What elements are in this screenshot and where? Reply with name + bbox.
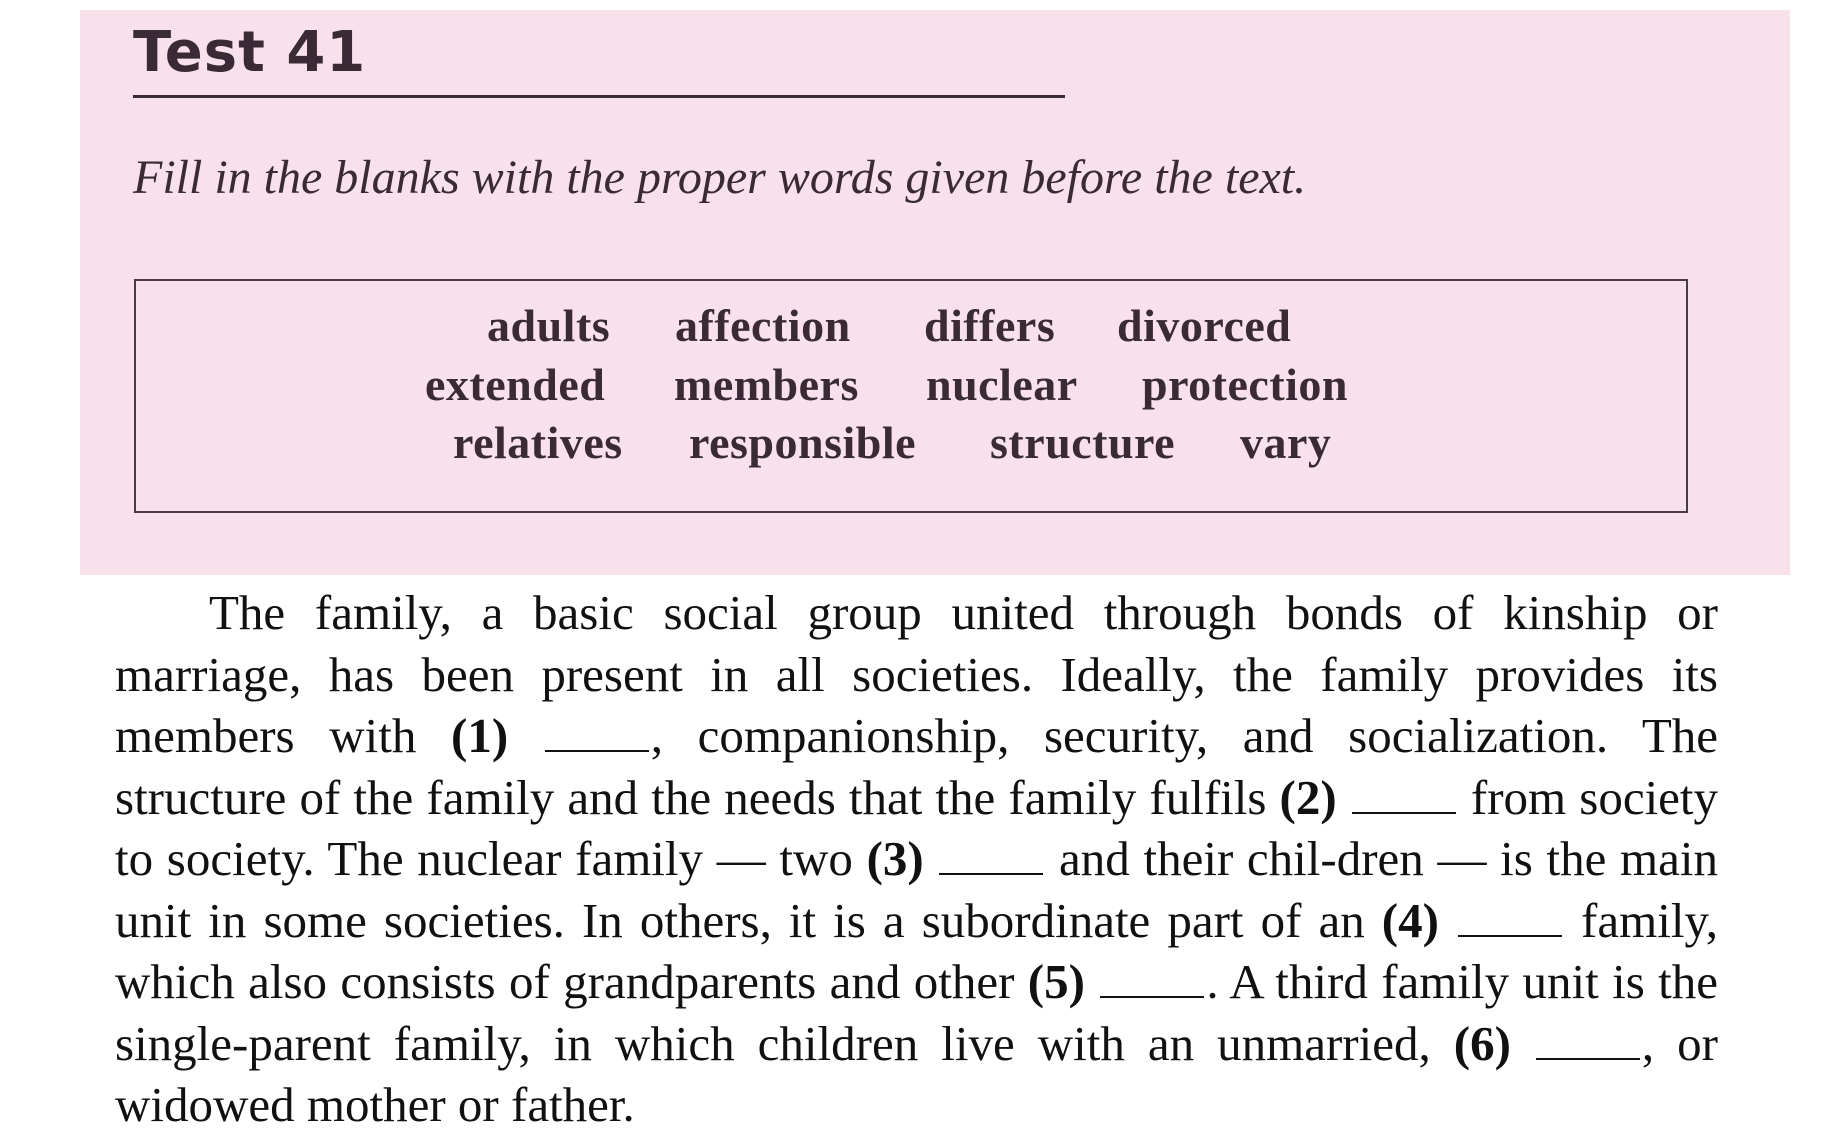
- passage-text: family, which also consists of grandparents and other: [115, 892, 1719, 1009]
- passage-text: The family, a basic social group united through bonds of kinship or marriage, has been present in all societies. Ideally, the family provides its members with: [115, 585, 1718, 763]
- page-title: Test 41: [133, 20, 367, 85]
- word-bank-item: extended: [425, 359, 606, 410]
- blank-4: [1458, 934, 1562, 937]
- blank-number-4: (4): [1381, 892, 1439, 948]
- reading-passage: [115, 582, 1718, 1136]
- blank-number-1: (1): [451, 708, 509, 763]
- word-bank-item: vary: [1240, 417, 1332, 468]
- passage-text: and their chil-dren — is the main unit in some societies. In others, it is a subordinate part of an: [115, 831, 1718, 948]
- blank-number-2: (2): [1279, 769, 1337, 825]
- blank-2: [1352, 811, 1456, 814]
- instruction-text: Fill in the blanks with the proper words given before the text.: [133, 151, 1307, 204]
- blank-3: [939, 872, 1043, 875]
- word-bank-item: divorced: [1117, 300, 1292, 351]
- word-bank-box: [134, 279, 1688, 513]
- word-bank-item: differs: [924, 300, 1056, 351]
- passage-text: from society to society. The nuclear family — two: [115, 769, 1719, 886]
- word-bank-item: protection: [1142, 359, 1349, 410]
- blank-number-3: (3): [866, 831, 924, 886]
- blank-number-5: (5): [1027, 954, 1085, 1009]
- blank-6: [1536, 1057, 1640, 1060]
- passage-text: . A third family unit is the single-parent family, in which children live with an unmarried,: [115, 954, 1719, 1071]
- word-bank-item: nuclear: [926, 359, 1078, 410]
- passage-text: , companionship, security, and socialization. The structure of the family and the needs that the family fulfils: [115, 708, 1719, 825]
- blank-number-6: (6): [1453, 1015, 1511, 1071]
- word-bank-item: members: [674, 359, 859, 410]
- title-underline: [133, 95, 1065, 98]
- word-bank-item: relatives: [453, 417, 623, 468]
- word-bank-item: adults: [487, 300, 611, 351]
- word-bank-item: structure: [990, 417, 1176, 468]
- passage-text: , or widowed mother or father.: [115, 1015, 1718, 1132]
- word-bank-item: responsible: [689, 417, 917, 468]
- word-bank-item: affection: [675, 300, 851, 351]
- blank-1: [545, 749, 649, 752]
- blank-5: [1100, 995, 1204, 998]
